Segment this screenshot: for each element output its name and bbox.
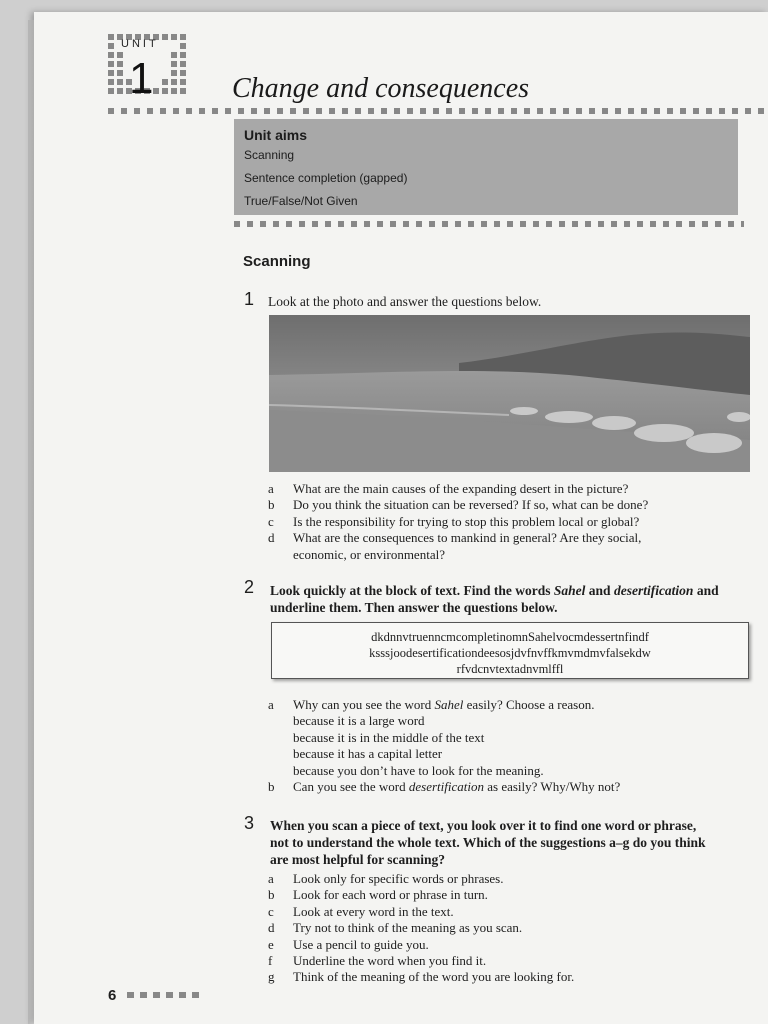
grid-dot: [108, 79, 114, 85]
prompt-line: When you scan a piece of text, you look over it to find one word or phrase,: [270, 818, 697, 833]
grid-dot: [153, 70, 159, 76]
footer-dot-strip: [127, 992, 199, 998]
title-dot-divider: [108, 108, 768, 114]
grid-dot: [153, 52, 159, 58]
grid-dot: [108, 34, 114, 40]
item-text: [293, 779, 620, 795]
item-letter: a: [268, 481, 274, 496]
question-prompt: [270, 817, 755, 868]
section-heading: Scanning: [243, 253, 311, 270]
item-text: Underline the word when you find it.: [293, 953, 487, 969]
item-text: Look only for specific words or phrases.: [293, 871, 504, 886]
grid-dot: [117, 79, 123, 85]
answer-option: because it is a large word: [293, 713, 425, 729]
item-text: Think of the meaning of the word you are looking for.: [293, 969, 575, 985]
item-letter: a: [268, 871, 274, 886]
unit-number: 1: [129, 54, 154, 103]
grid-dot: [162, 43, 168, 49]
list-item: [268, 481, 648, 497]
list-item: [268, 969, 574, 985]
question-2-list: [268, 697, 620, 795]
grid-dot: [180, 34, 186, 40]
grid-dot: [171, 61, 177, 67]
grid-dot: [180, 61, 186, 67]
item-text-continued: economic, or environmental?: [293, 546, 445, 562]
grid-dot: [153, 79, 159, 85]
item-text: Is the responsibility for trying to stop this problem local or global?: [293, 513, 640, 529]
prompt-line: are most helpful for scanning?: [270, 852, 446, 867]
grid-dot: [180, 43, 186, 49]
grid-dot: [162, 88, 168, 94]
unit-aims-title: Unit aims: [244, 127, 308, 143]
aims-dot-divider: [234, 221, 744, 227]
unit-aim-item: Sentence completion (gapped): [244, 171, 408, 185]
item-text-part: easily? Choose a reason.: [463, 697, 595, 712]
list-item: [268, 779, 620, 795]
grid-dot: [162, 61, 168, 67]
prompt-text: Look quickly at the block of text. Find the words: [270, 583, 554, 598]
list-item: [268, 937, 574, 953]
grid-dot: [108, 70, 114, 76]
grid-dot: [108, 43, 114, 49]
list-item: [268, 497, 648, 513]
keyword-sahel: Sahel: [553, 583, 586, 598]
grid-dot: [162, 34, 168, 40]
grid-dot: [171, 34, 177, 40]
grid-dot: [180, 52, 186, 58]
question-number: 3: [244, 813, 255, 833]
text-block-line: rfvdcnvtextadnvmlffl: [456, 662, 564, 676]
question-number: 1: [244, 289, 255, 309]
item-text-part: Can you see the word: [293, 779, 409, 795]
list-item: [268, 697, 620, 713]
item-letter: e: [268, 936, 274, 952]
unit-title: Change and consequences: [232, 73, 530, 104]
unit-aims-box: [234, 119, 738, 215]
grid-dot: [171, 52, 177, 58]
item-letter: f: [268, 953, 273, 969]
item-text-part: Why can you see the word: [293, 697, 435, 712]
desert-photo: [269, 315, 750, 472]
text-block-line: dkdnnvtruenncmcompletinomnSahelvocmdessertnfindf: [371, 630, 649, 644]
grid-dot: [180, 79, 186, 85]
grid-dot: [117, 61, 123, 67]
question-prompt: Look at the photo and answer the questions below.: [268, 294, 542, 309]
item-text: What are the main causes of the expanding desert in the picture?: [293, 481, 629, 496]
item-text-part: as easily? Why/Why not?: [484, 779, 621, 795]
list-item: [268, 920, 574, 936]
answer-option: because you don’t have to look for the meaning.: [293, 762, 544, 778]
item-text: Do you think the situation can be reversed? If so, what can be done?: [293, 497, 649, 513]
grid-dot: [171, 88, 177, 94]
unit-aim-item: True/False/Not Given: [244, 194, 358, 208]
keyword-sahel: Sahel: [434, 697, 464, 712]
question-1-list: [268, 481, 648, 563]
item-text: What are the consequences to mankind in general? Are they social,: [293, 530, 642, 546]
list-item: [268, 887, 574, 903]
grid-dot: [153, 61, 159, 67]
item-letter: g: [268, 969, 275, 985]
grid-dot: [171, 79, 177, 85]
grid-dot: [108, 52, 114, 58]
item-text: Use a pencil to guide you.: [293, 936, 429, 952]
item-text: Look at every word in the text.: [293, 903, 454, 919]
list-item: [268, 953, 574, 969]
grid-dot: [153, 88, 159, 94]
question-prompt: [270, 582, 750, 616]
list-item: [268, 904, 574, 920]
grid-dot: [171, 70, 177, 76]
item-letter: b: [268, 497, 275, 513]
item-letter: c: [268, 903, 274, 919]
unit-label: UNIT: [121, 38, 159, 50]
grid-dot: [108, 61, 114, 67]
list-item: [268, 514, 648, 530]
item-letter: d: [268, 530, 275, 546]
keyword-desertification: desertification: [408, 779, 484, 795]
grid-dot: [108, 88, 114, 94]
grid-dot: [171, 43, 177, 49]
scanning-text-block: [271, 622, 749, 679]
grid-dot: [180, 70, 186, 76]
item-letter: c: [268, 513, 274, 529]
grid-dot: [162, 70, 168, 76]
grid-dot: [117, 70, 123, 76]
grid-dot: [162, 52, 168, 58]
item-letter: a: [268, 697, 274, 712]
list-item: [268, 530, 648, 546]
keyword-desertification: desertification: [613, 583, 694, 598]
question-number: 2: [244, 577, 255, 597]
item-text: [293, 697, 594, 713]
item-letter: b: [268, 779, 275, 795]
prompt-line: not to understand the whole text. Which of the suggestions a–g do you think: [270, 835, 706, 850]
answer-option: because it has a capital letter: [293, 746, 443, 762]
item-text: Look for each word or phrase in turn.: [293, 887, 488, 903]
grid-dot: [117, 88, 123, 94]
item-text: Try not to think of the meaning as you scan.: [293, 920, 523, 936]
grid-dot: [162, 79, 168, 85]
item-letter: b: [268, 887, 275, 903]
list-item: [268, 871, 574, 887]
prompt-text: and: [693, 583, 719, 598]
grid-dot: [180, 88, 186, 94]
text-block-line: ksssjoodesertificationdeesosjdvfnvffkmvmdmvfalsekdw: [369, 646, 651, 660]
unit-aim-item: Scanning: [244, 148, 295, 162]
prompt-text: and: [585, 583, 614, 598]
prompt-text: underline them. Then answer the questions below.: [270, 600, 558, 615]
answer-option: because it is in the middle of the text: [293, 729, 485, 745]
question-3-list: [268, 871, 574, 986]
page-number: 6: [108, 987, 117, 1004]
item-letter: d: [268, 920, 275, 936]
grid-dot: [117, 52, 123, 58]
